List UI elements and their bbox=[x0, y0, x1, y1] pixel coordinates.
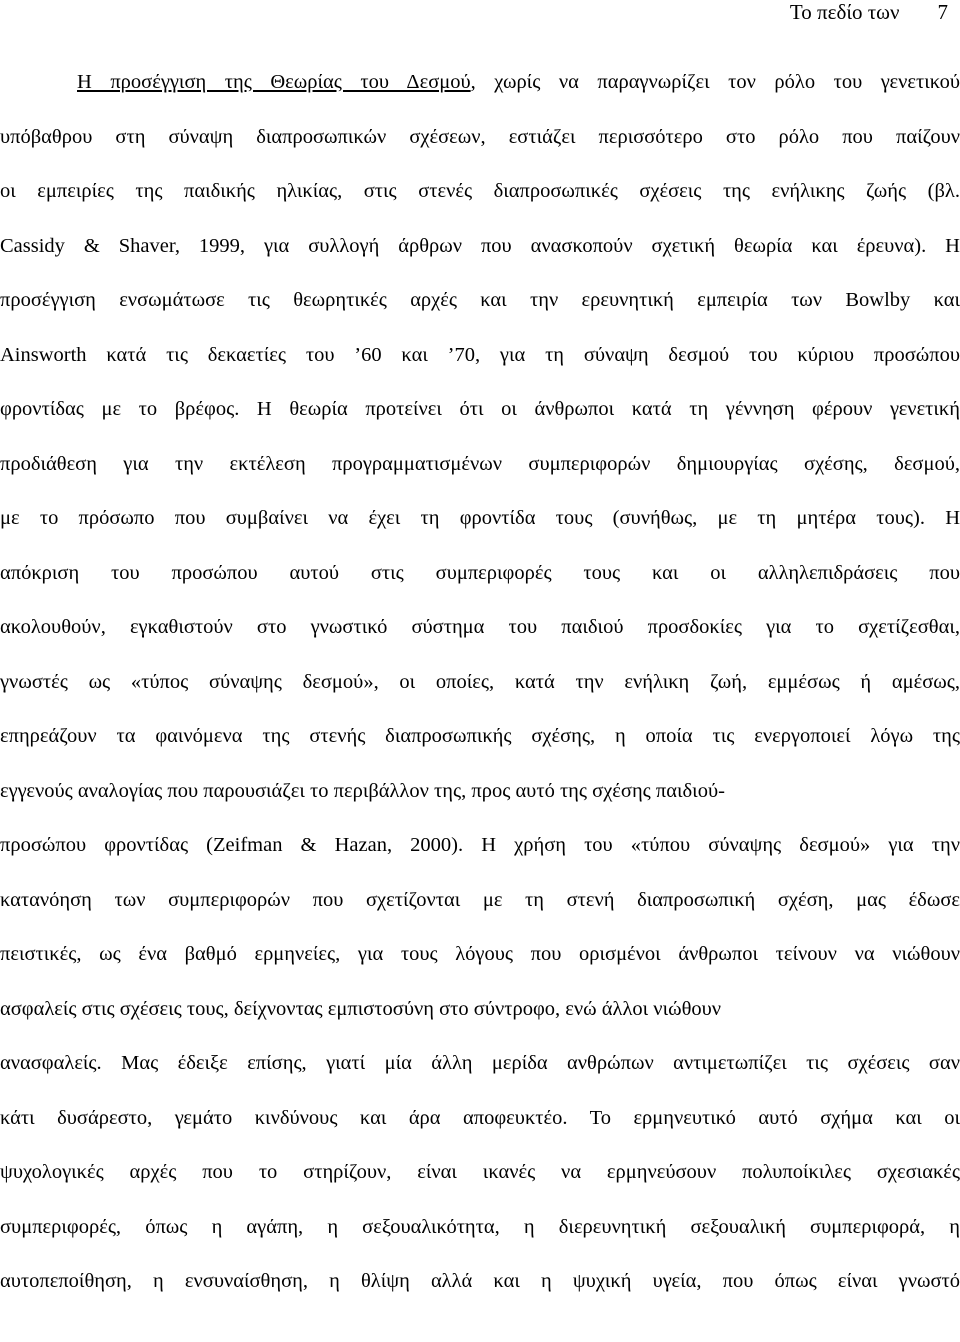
body-paragraph bbox=[0, 55, 960, 1309]
page-number: 7 bbox=[937, 0, 948, 24]
paragraph-line: προσώπου φροντίδας (Zeifman & Hazan, 2000). Η χρήση του «τύπου σύναψης δεσμού» για την bbox=[0, 834, 960, 856]
paragraph-line: απόκριση του προσώπου αυτού στις συμπεριφορές τους και οι αλληλεπιδράσεις που bbox=[0, 561, 960, 584]
paragraph-line: με το πρόσωπο που συμβαίνει να έχει τη φροντίδα τους (συνήθως, με τη μητέρα τους). Η bbox=[0, 507, 960, 529]
running-header bbox=[790, 0, 948, 24]
paragraph-line: κατανόηση των συμπεριφορών που σχετίζονται με τη στενή διαπροσωπική σχέση, μας έδωσε bbox=[0, 888, 960, 911]
paragraph-line: γνωστές ως «τύπος σύναψης δεσμού», οι οποίες, κατά την ενήλικη ζωή, εμμέσως ή αμέσως, bbox=[0, 670, 960, 693]
paragraph-line: συμπεριφορές, όπως η αγάπη, η σεξουαλικότητα, η διερευνητική σεξουαλική συμπεριφορά, η bbox=[0, 1215, 960, 1238]
paragraph-line: ασφαλείς στις σχέσεις τους, δείχνοντας εμπιστοσύνη στο σύντροφο, ενώ άλλοι νιώθουν bbox=[0, 997, 722, 1020]
paragraph-line: υπόβαθρου στη σύναψη διαπροσωπικών σχέσεων, εστιάζει περισσότερο στο ρόλο που παίζουν bbox=[0, 125, 960, 148]
paragraph-line: ψυχολογικές αρχές που το στηρίζουν, είναι ικανές να ερμηνεύσουν πολυποίκιλες σχεσιακές bbox=[0, 1161, 960, 1183]
paragraph-line: Ainsworth κατά τις δεκαετίες του ’60 και ’70, για τη σύναψη δεσμού του κύριου προσώπου bbox=[0, 343, 960, 366]
paragraph-line: ακολουθούν, εγκαθιστούν στο γνωστικό σύστημα του παιδιού προσδοκίες για το σχετίζεσθαι, bbox=[0, 616, 960, 638]
paragraph-line: φροντίδας με το βρέφος. Η θεωρία προτείνει ότι οι άνθρωποι κατά τη γέννηση φέρουν γενετική bbox=[0, 398, 960, 420]
paragraph-line: επηρεάζουν τα φαινόμενα της στενής διαπροσωπικής σχέσης, η οποία τις ενεργοποιεί λόγω της bbox=[0, 725, 960, 747]
paragraph-line-text: , χωρίς να παραγνωρίζει τον ρόλο του γενετικού bbox=[470, 71, 960, 93]
paragraph-line: αυτοπεπoίθηση, η ενσυναίσθηση, η θλίψη αλλά και η ψυχική υγεία, που όπως είναι γνωστό bbox=[0, 1270, 960, 1292]
paragraph-line: κάτι δυσάρεστο, γεμάτο κινδύνους και άρα αποφευκτέο. Το ερμηνευτικό αυτό σχήμα και οι bbox=[0, 1106, 960, 1129]
paragraph-line: πειστικές, ως ένα βαθμό ερμηνείες, για τους λόγους που ορισμένοι άνθρωποι τείνουν να νιώθουν bbox=[0, 943, 960, 965]
paragraph-line: οι εμπειρίες της παιδικής ηλικίας, στις στενές διαπροσωπικές σχέσεις της ενήλικης ζωής (βλ. bbox=[0, 180, 960, 202]
paragraph-line: εγγενούς αναλογίας που παρουσιάζει το περιβάλλον της, προς αυτό της σχέσης παιδιού- bbox=[0, 779, 725, 802]
running-title: Το πεδίο των bbox=[789, 0, 900, 24]
paragraph-line: προσέγγιση ενσωμάτωσε τις θεωρητικές αρχές και την ερευνητική εμπειρία των Bowlby και bbox=[0, 289, 960, 311]
underlined-heading-link[interactable]: Η προσέγγιση της Θεωρίας του Δεσμού bbox=[77, 71, 471, 93]
paragraph-line-first bbox=[0, 55, 960, 110]
paragraph-line: Cassidy & Shaver, 1999, για συλλογή άρθρων που ανασκοπούν σχετική θεωρία και έρευνα). Η bbox=[0, 234, 960, 257]
paragraph-line: ανασφαλείς. Μας έδειξε επίσης, γιατί μία άλλη μερίδα ανθρώπων αντιμετωπίζει τις σχέσεις σαν bbox=[0, 1052, 960, 1074]
paragraph-line: προδιάθεση για την εκτέλεση προγραμματισμένων συμπεριφορών δημιουργίας σχέσης, δεσμού, bbox=[0, 452, 960, 475]
